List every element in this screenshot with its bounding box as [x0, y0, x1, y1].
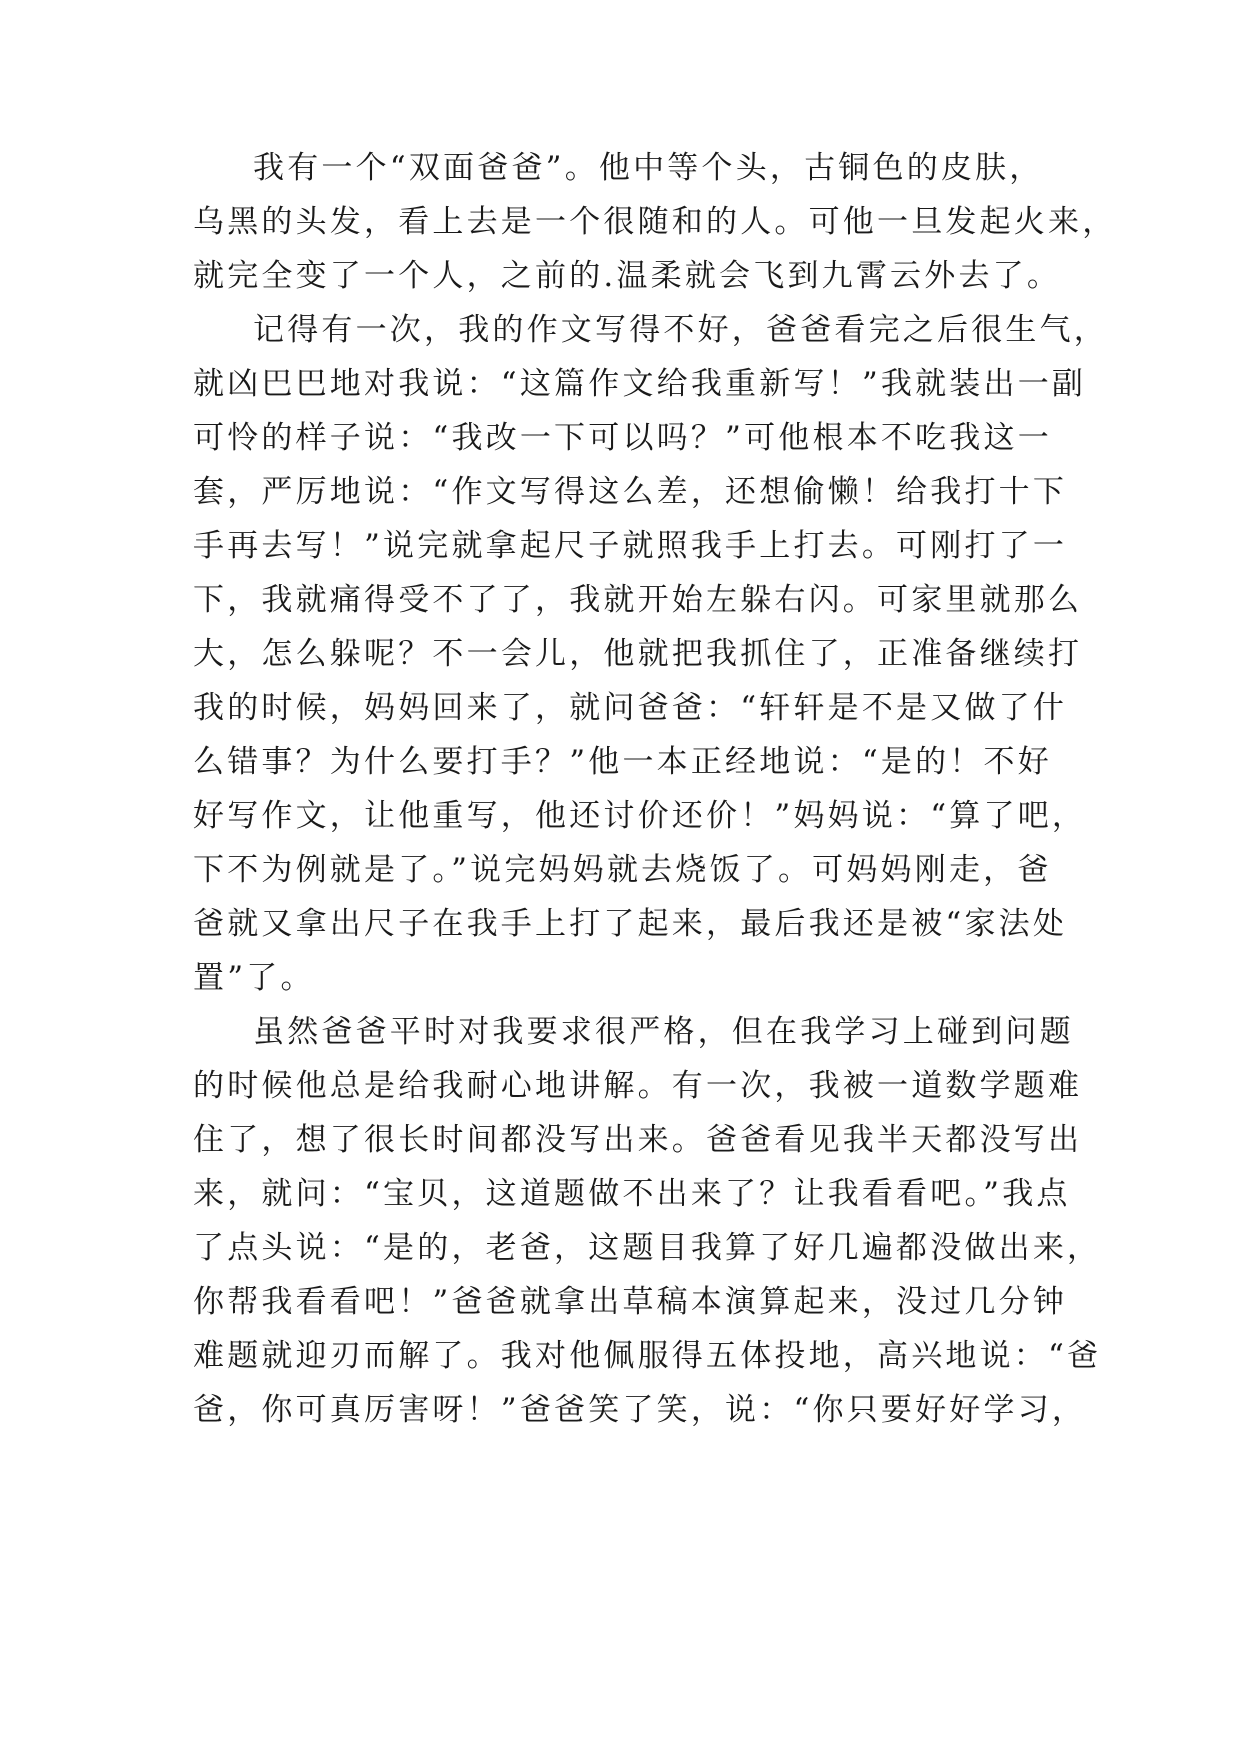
paragraph-2-line-13: 置”了。 [193, 960, 315, 996]
paragraph-3-line-2: 的时候他总是给我耐心地讲解。有一次，我被一道数学题难 [193, 1068, 1083, 1104]
paragraph-2-line-7: 大，怎么躲呢？不一会儿，他就把我抓住了，正准备继续打 [193, 636, 1083, 672]
paragraph-2-line-12: 爸就又拿出尺子在我手上打了起来，最后我还是被“家法处 [193, 906, 1068, 942]
paragraph-3-line-8: 爸，你可真厉害呀！”爸爸笑了笑，说：“你只要好好学习， [193, 1392, 1087, 1428]
paragraph-3-line-1: 虽然爸爸平时对我要求很严格，但在我学习上碰到问题 [253, 1014, 1074, 1050]
paragraph-2-line-4: 套，严厉地说：“作文写得这么差，还想偷懒！给我打十下 [193, 474, 1068, 510]
paragraph-2-line-5: 手再去写！”说完就拿起尺子就照我手上打去。可刚打了一 [193, 528, 1068, 564]
paragraph-2-line-2: 就凶巴巴地对我说：“这篇作文给我重新写！”我就装出一副 [193, 366, 1087, 402]
paragraph-1-line-3: 就完全变了一个人，之前的.温柔就会飞到九霄云外去了。 [193, 258, 1062, 294]
paragraph-2-line-6: 下，我就痛得受不了了，我就开始左躲右闪。可家里就那么 [193, 582, 1083, 618]
paragraph-2-line-10: 好写作文，让他重写，他还讨价还价！”妈妈说：“算了吧， [193, 798, 1087, 834]
paragraph-2-line-1: 记得有一次，我的作文写得不好，爸爸看完之后很生气， [253, 312, 1108, 348]
paragraph-3-line-3: 住了，想了很长时间都没写出来。爸爸看见我半天都没写出 [193, 1122, 1083, 1158]
paragraph-3-line-5: 了点头说：“是的，老爸，这题目我算了好几遍都没做出来， [193, 1230, 1102, 1266]
paragraph-2-line-11: 下不为例就是了。”说完妈妈就去烧饭了。可妈妈刚走，爸 [193, 852, 1052, 888]
paragraph-1-line-2: 乌黑的头发，看上去是一个很随和的人。可他一旦发起火来， [193, 204, 1117, 240]
paragraph-2-line-9: 么错事？为什么要打手？”他一本正经地说：“是的！不好 [193, 744, 1052, 780]
paragraph-3-line-6: 你帮我看看吧！”爸爸就拿出草稿本演算起来，没过几分钟 [193, 1284, 1068, 1320]
paragraph-1-line-1: 我有一个“双面爸爸”。他中等个头，古铜色的皮肤， [253, 150, 1044, 186]
paragraph-2-line-8: 我的时候，妈妈回来了，就问爸爸：“轩轩是不是又做了什 [193, 690, 1068, 726]
paragraph-3-line-4: 来，就问：“宝贝，这道题做不出来了？让我看看吧。”我点 [193, 1176, 1071, 1212]
paragraph-3-line-7: 难题就迎刃而解了。我对他佩服得五体投地，高兴地说：“爸 [193, 1338, 1102, 1374]
paragraph-2-line-3: 可怜的样子说：“我改一下可以吗？”可他根本不吃我这一 [193, 420, 1052, 456]
